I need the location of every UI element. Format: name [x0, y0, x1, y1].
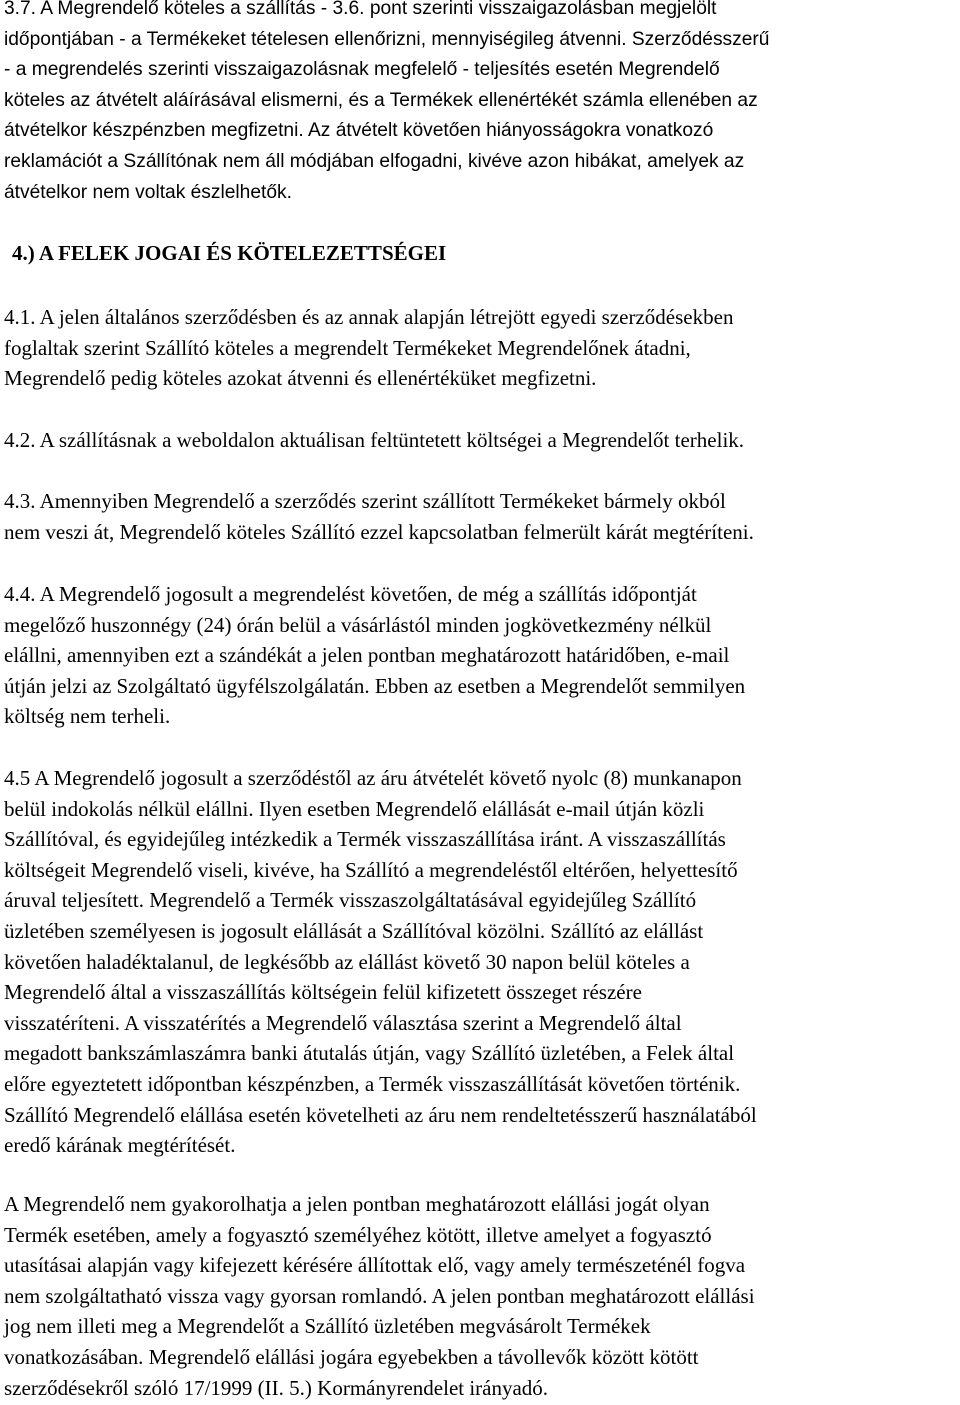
text-line: Szállító Megrendelő elállása esetén követelheti az áru nem rendeltetésszerű használatából [4, 1102, 757, 1127]
text-line: Megrendelő által a visszaszállítás költségein felül kifizetett összeget részére [4, 980, 642, 1005]
text-line: költség nem terheli. [4, 704, 171, 729]
paragraph-4-3 [4, 486, 754, 547]
text-line: köteles az átvételt aláírásával elismerni, és a Termékek ellenértékét számla ellenében az [4, 89, 758, 111]
text-line: jog nem illeti meg a Megrendelőt a Szállító üzletében megvásárolt Termékek [4, 1314, 651, 1339]
text-line: átvételkor nem voltak észlelhetők. [4, 181, 292, 203]
text-line: eredő kárának megtérítését. [4, 1133, 236, 1158]
paragraph-4-2 [4, 425, 744, 456]
text-line: 4.5 A Megrendelő jogosult a szerződéstől az áru átvételét követő nyolc (8) munkanapon [4, 766, 742, 790]
text-line: megadott bankszámlaszámra banki átutalás útján, vagy Szállító üzletében, a Felek által [4, 1041, 735, 1066]
text-line: Megrendelő pedig köteles azokat átvenni és ellenértéküket megfizetni. [4, 366, 597, 391]
paragraph-4-1 [4, 302, 733, 394]
text-line: - a megrendelés szerinti visszaigazolásnak megfelelő - teljesítés esetén Megrendelő [4, 59, 720, 81]
text-line: 4.4. A Megrendelő jogosult a megrendelést követően, de még a szállítás időpontját [4, 582, 697, 606]
text-line: belül indokolás nélkül elállni. Ilyen esetben Megrendelő elállását e-mail útján közli [4, 796, 705, 821]
text-line: Szállítóval, és egyidejűleg intézkedik a Termék visszaszállítása iránt. A visszaszállítás [4, 827, 726, 852]
paragraph-exception [4, 1189, 755, 1403]
text-line: üzletében személyesen is jogosult elállását a Szállítóval közölni. Szállító az elállást [4, 918, 704, 943]
paragraph-3-7 [4, 0, 769, 208]
text-line: költségeit Megrendelő viseli, kivéve, ha Szállító a megrendeléstől eltérően, helyettesítő [4, 857, 738, 882]
text-line: vonatkozásában. Megrendelő elállási jogára egyebekben a távollevők között kötött [4, 1344, 699, 1369]
text-line: előre egyeztetett időpontban készpénzben, a Termék visszaszállítását követően történik. [4, 1071, 741, 1096]
text-line: nem veszi át, Megrendelő köteles Szállító ezzel kapcsolatban felmerült kárát megtéríteni. [4, 519, 754, 544]
text-line: áruval teljesített. Megrendelő a Termék visszaszolgáltatásával egyidejűleg Szállító [4, 888, 697, 913]
text-line: nem szolgáltatható vissza vagy gyorsan romlandó. A jelen pontban meghatározott elállási [4, 1283, 755, 1308]
text-line: visszatéríteni. A visszatérítés a Megrendelő választása szerint a Megrendelő által [4, 1010, 682, 1035]
text-line: A Megrendelő nem gyakorolhatja a jelen pontban meghatározott elállási jogát olyan [4, 1192, 710, 1216]
text-line: követően haladéktalanul, de legkésőbb az elállást követő 30 napon belül köteles a [4, 949, 690, 974]
section-heading: 4.) A FELEK JOGAI ÉS KÖTELEZETTSÉGEI [12, 241, 447, 265]
text-line: Termék esetében, amely a fogyasztó személyéhez kötött, illetve amelyet a fogyasztó [4, 1222, 712, 1247]
text-line: szerződésekről szóló 17/1999 (II. 5.) Kormányrendelet irányadó. [4, 1375, 549, 1400]
text-line: útján jelzi az Szolgáltató ügyfélszolgálatán. Ebben az esetben a Megrendelőt semmilyen [4, 673, 746, 698]
text-line: 4.3. Amennyiben Megrendelő a szerződés szerint szállított Termékeket bármely okból [4, 489, 726, 513]
text-line: 3.7. A Megrendelő köteles a szállítás - 3.6. pont szerinti visszaigazolásban megjelölt [4, 0, 717, 19]
text-line: időpontjában - a Termékeket tételesen ellenőrizni, mennyiségileg átvenni. Szerződésszerű [4, 28, 770, 50]
text-line: megelőző huszonnégy (24) órán belül a vásárlástól minden jogkövetkezmény nélkül [4, 612, 712, 637]
text-line: 4.2. A szállításnak a weboldalon aktuálisan feltüntetett költségei a Megrendelőt terhelik. [4, 428, 745, 452]
paragraph-4-4 [4, 579, 745, 732]
text-line: átvételkor készpénzben megfizetni. Az átvételt követően hiányosságokra vonatkozó [4, 120, 714, 142]
text-line: reklamációt a Szállítónak nem áll módjában elfogadni, kivéve azon hibákat, amelyek az [4, 150, 745, 172]
text-line: utasításai alapján vagy kifejezett kérésére állítottak elő, vagy amely természeténél fogva [4, 1253, 746, 1278]
text-line: 4.1. A jelen általános szerződésben és az annak alapján létrejött egyedi szerződésekben [4, 305, 734, 329]
paragraph-4-5 [4, 763, 757, 1161]
text-line: elállni, amennyiben ezt a szándékát a jelen pontban meghatározott határidőben, e-mail [4, 643, 730, 668]
text-line: foglaltak szerint Szállító köteles a megrendelt Termékeket Megrendelőnek átadni, [4, 335, 691, 360]
